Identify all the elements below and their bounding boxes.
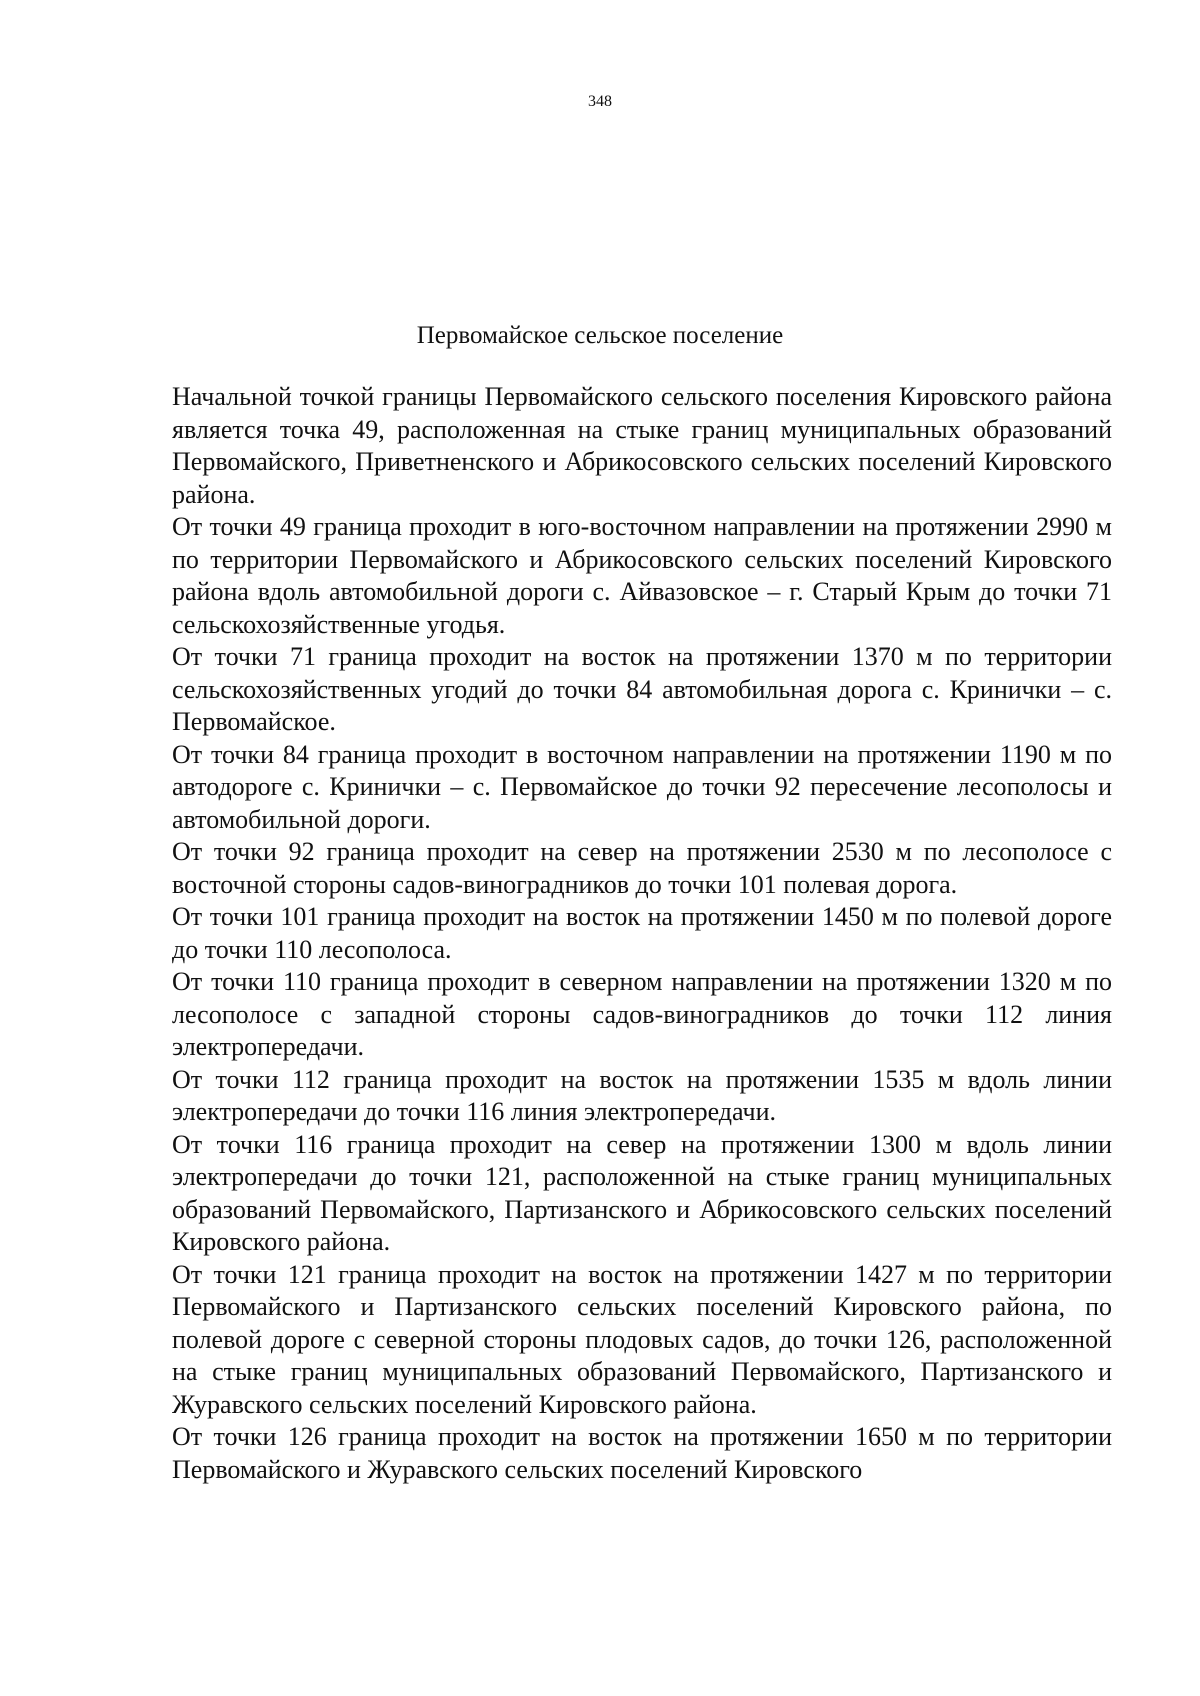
section-title: Первомайское сельское поселение	[416, 322, 784, 349]
paragraph-6: От точки 101 граница проходит на восток на протяжении 1450 м по полевой дороге до точки 110 лесополоса.	[172, 902, 1112, 964]
document-body	[172, 381, 1112, 1486]
paragraph-4: От точки 84 граница проходит в восточном направлении на протяжении 1190 м по автодороге с. Кринички – с. Первомайское до точки 92 пересечение лесополосы и автомобильной дороги.	[172, 739, 1112, 834]
paragraph-8: От точки 112 граница проходит на восток на протяжении 1535 м вдоль линии электропередачи до точки 116 линия электропередачи.	[172, 1064, 1112, 1126]
paragraph-2: От точки 49 граница проходит в юго-восточном направлении на протяжении 2990 м по территории Первомайского и Абрикосовского сельских поселений Кировского района вдоль автомобильной дороги с. Айвазовское – г. Старый Крым до точки 71 сельскохозяйственные угодья.	[172, 512, 1112, 639]
paragraph-11: От точки 126 граница проходит на восток на протяжении 1650 м по территории Первомайского и Журавского сельских поселений Кировского	[172, 1422, 1112, 1484]
paragraph-3: От точки 71 граница проходит на восток на протяжении 1370 м по территории сельскохозяйственных угодий до точки 84 автомобильная дорога с. Кринички – с. Первомайское.	[172, 642, 1112, 736]
paragraph-10: От точки 121 граница проходит на восток на протяжении 1427 м по территории Первомайского и Партизанского сельских поселений Кировского района, по полевой дороге с северной стороны плодовых садов, до точки 126, расположенной на стыке границ муниципальных образований Первомайского, Партизанского и Журавского сельских поселений Кировского района.	[172, 1259, 1112, 1419]
paragraph-1: Начальной точкой границы Первомайского сельского поселения Кировского района является точка 49, расположенная на стыке границ муниципальных образований Первомайского, Приветненского и Абрикосовского сельских поселений Кировского района.	[172, 382, 1112, 509]
paragraph-7: От точки 110 граница проходит в северном направлении на протяжении 1320 м по лесополосе с западной стороны садов-виноградников до точки 112 линия электропередачи.	[172, 967, 1112, 1061]
paragraph-9: От точки 116 граница проходит на север на протяжении 1300 м вдоль линии электропередачи до точки 121, расположенной на стыке границ муниципальных образований Первомайского, Партизанского и Абрикосовского сельских поселений Кировского района.	[172, 1129, 1112, 1256]
page-number: 348	[588, 93, 612, 110]
paragraph-5: От точки 92 граница проходит на север на протяжении 2530 м по лесополосе с восточной стороны садов-виноградников до точки 101 полевая дорога.	[172, 837, 1112, 899]
